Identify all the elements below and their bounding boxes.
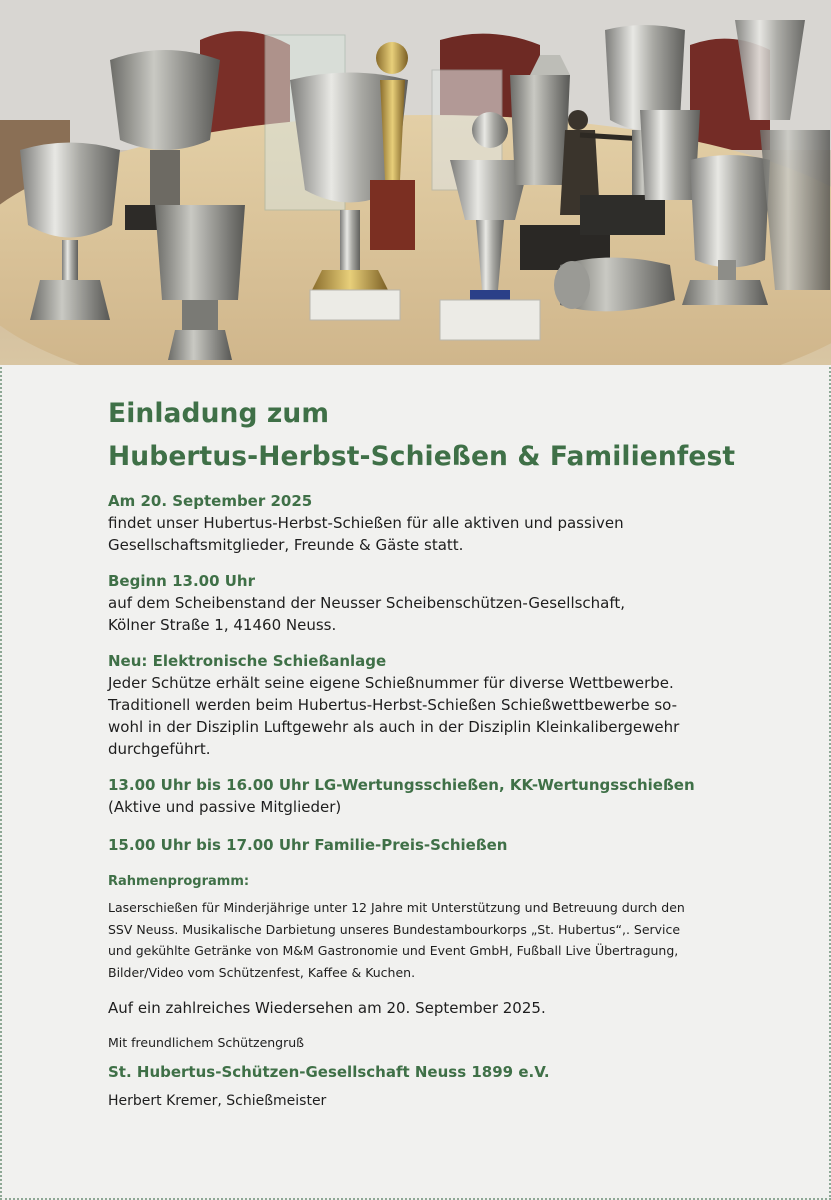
section-schedule-1 xyxy=(108,774,748,818)
new-text xyxy=(108,672,748,760)
section-date xyxy=(108,490,748,556)
start-heading: Beginn 13.00 Uhr xyxy=(108,572,255,590)
section-start xyxy=(108,570,748,636)
program-line: Bilder/Video vom Schützenfest, Kaffee & Kuchen. xyxy=(108,964,416,980)
new-line: Traditionell werden beim Hubertus-Herbst-Schießen Schießwettbewerbe so- xyxy=(108,696,678,714)
section-schedule-2 xyxy=(108,834,748,856)
date-line: Gesellschaftsmitglieder, Freunde & Gäste statt. xyxy=(108,536,464,554)
new-line: durchgeführt. xyxy=(108,740,211,758)
schedule-1-note: (Aktive und passive Mitglieder) xyxy=(108,798,342,816)
date-text xyxy=(108,512,748,556)
closing-line: Auf ein zahlreiches Wiedersehen am 20. September 2025. xyxy=(108,999,546,1017)
program-text xyxy=(108,897,748,983)
date-heading: Am 20. September 2025 xyxy=(108,492,313,510)
program-line: Laserschießen für Minderjährige unter 12 Jahre mit Unterstützung und Betreuung durch den xyxy=(108,900,685,915)
schedule-1-heading: 13.00 Uhr bis 16.00 Uhr LG-Wertungsschießen, KK-Wertungsschießen xyxy=(108,776,695,794)
header-photo-trophies xyxy=(0,0,831,365)
start-line: Kölner Straße 1, 41460 Neuss. xyxy=(108,616,337,634)
organization-name: St. Hubertus-Schützen-Gesellschaft Neuss 1899 e.V. xyxy=(108,1063,550,1081)
start-text xyxy=(108,592,748,636)
schedule-2-heading: 15.00 Uhr bis 17.00 Uhr Familie-Preis-Schießen xyxy=(108,836,508,854)
section-new xyxy=(108,650,748,760)
signer: Herbert Kremer, Schießmeister xyxy=(108,1093,327,1109)
start-line: auf dem Scheibenstand der Neusser Scheibenschützen-Gesellschaft, xyxy=(108,594,626,612)
new-heading: Neu: Elektronische Schießanlage xyxy=(108,652,387,670)
date-line: findet unser Hubertus-Herbst-Schießen für alle aktiven und passiven xyxy=(108,514,624,532)
new-line: Jeder Schütze erhält seine eigene Schießnummer für diverse Wettbewerbe. xyxy=(108,674,674,692)
title-line-2: Hubertus-Herbst-Schießen & Familienfest xyxy=(108,441,736,472)
invitation-title xyxy=(108,392,748,478)
greeting: Mit freundlichem Schützengruß xyxy=(108,1035,305,1050)
invitation-content xyxy=(108,392,748,1112)
trophies-illustration xyxy=(0,0,831,365)
program-line: und gekühlte Getränke von M&M Gastronomie und Event GmbH, Fußball Live Übertragung, xyxy=(108,943,679,958)
new-line: wohl in der Disziplin Luftgewehr als auch in der Disziplin Kleinkalibergewehr xyxy=(108,718,680,736)
program-heading: Rahmenprogramm: xyxy=(108,874,250,889)
program-line: SSV Neuss. Musikalische Darbietung unseres Bundestambourkorps „St. Hubertus“,. Service xyxy=(108,921,681,937)
title-line-1: Einladung zum xyxy=(108,398,330,429)
